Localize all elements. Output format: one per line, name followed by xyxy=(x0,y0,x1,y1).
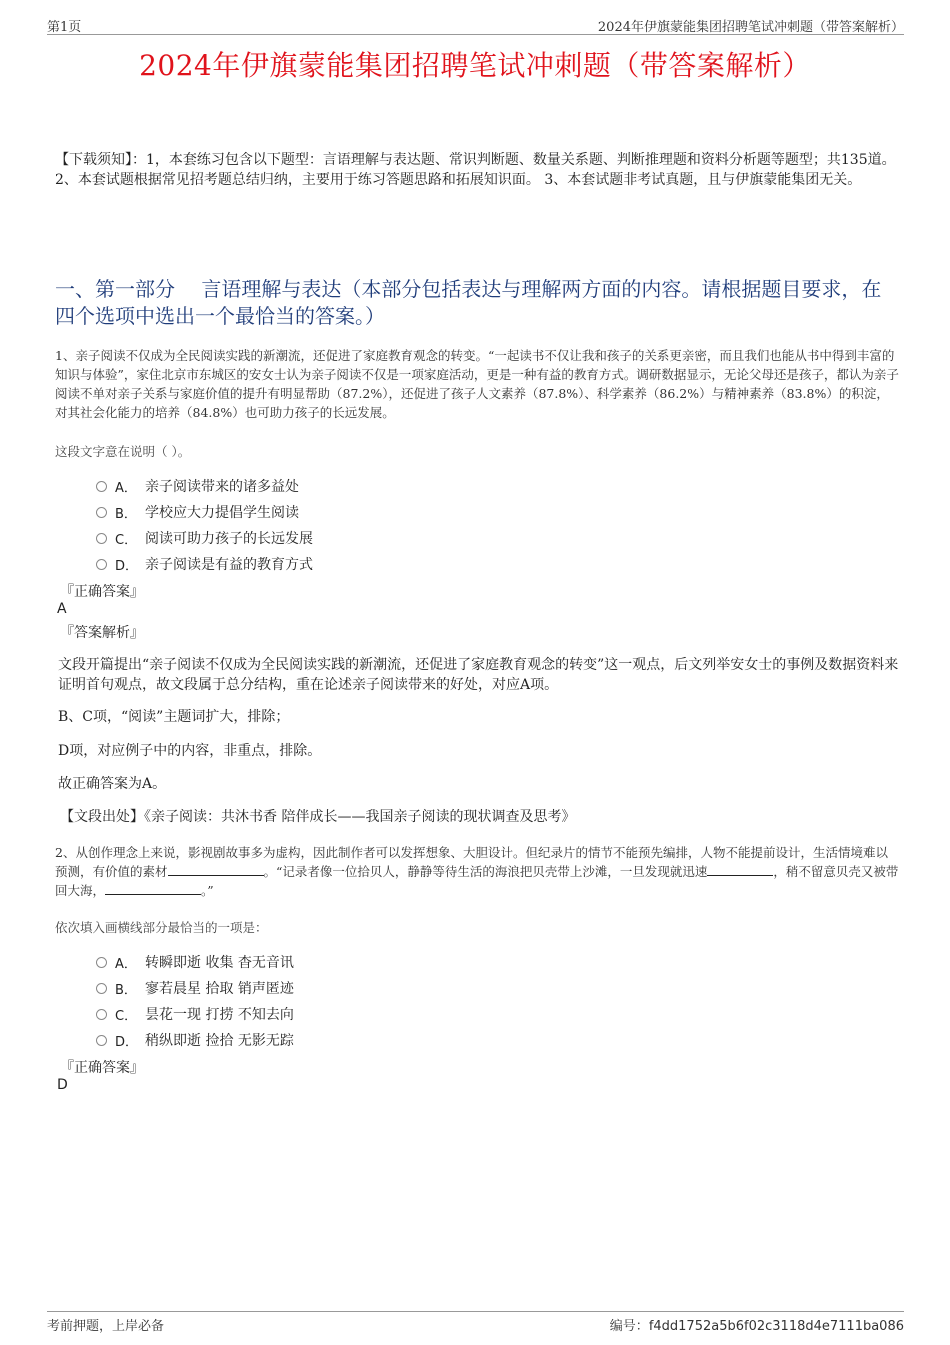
footer-code-value: f4dd1752a5b6f02c3118d4e7111ba086 xyxy=(648,1319,904,1334)
option-letter: B． xyxy=(115,982,137,998)
question-1-prompt: 这段文字意在说明（ ）。 xyxy=(55,444,191,459)
download-notice: 【下载须知】：1，本套练习包含以下题型：言语理解与表达题、常识判断题、数量关系题、判断推理题和资料分析题等题型；共135道。 2、本套试题根据常见招考题总结归纳，主要用于练习答题思路和拓展知识面。 3、本套试题非考试真题，且与伊旗蒙能集团无关。 xyxy=(55,152,896,188)
footer-slogan: 考前押题，上岸必备 xyxy=(47,1319,165,1334)
q1-answer: A xyxy=(57,601,67,617)
q2-text-part: 2、从创作理念上来说，影视剧故事多为虚构，因此制作者可以发挥想象、大胆设计。但纪录片的情节不能预先编排，人物不能提前设计，生活情境难以预测，有价值的素材 xyxy=(55,845,888,879)
option-letter: C． xyxy=(115,1008,138,1024)
footer-code xyxy=(610,1315,904,1334)
q1-option-b[interactable] xyxy=(96,502,299,522)
option-letter: D． xyxy=(115,558,139,574)
option-letter: C． xyxy=(115,532,138,548)
fill-blank-3 xyxy=(105,882,201,895)
radio-icon[interactable] xyxy=(96,957,107,968)
q1-option-c[interactable] xyxy=(96,528,313,548)
document-title: 2024年伊旗蒙能集团招聘笔试冲刺题（带答案解析） xyxy=(139,49,811,82)
q2-answer: D xyxy=(57,1077,68,1093)
q2-option-c[interactable] xyxy=(96,1004,294,1024)
option-letter: B． xyxy=(115,506,137,522)
radio-icon[interactable] xyxy=(96,507,107,518)
q1-analysis-paragraph: 故正确答案为A。 xyxy=(58,776,167,792)
fill-blank-1 xyxy=(168,863,264,876)
radio-icon[interactable] xyxy=(96,481,107,492)
page-footer xyxy=(47,1311,904,1334)
option-letter: A． xyxy=(115,956,137,972)
page-number: 第1页 xyxy=(47,20,82,35)
section-title: 一、第一部分 言语理解与表达（本部分包括表达与理解两方面的内容。请根据题目要求，在四个选项中选出一个最恰当的答案。） xyxy=(55,277,882,328)
q1-analysis-paragraph: B、C项，“阅读”主题词扩大，排除； xyxy=(58,709,290,725)
question-2-text xyxy=(55,843,900,900)
option-letter: A． xyxy=(115,480,137,496)
q2-text-part: ，稍不留意贝壳又被带回大海， xyxy=(55,864,899,898)
option-text: 阅读可助力孩子的长远发展 xyxy=(145,531,313,547)
q1-option-d[interactable] xyxy=(96,554,313,574)
header-doc-title: 2024年伊旗蒙能集团招聘笔试冲刺题（带答案解析） xyxy=(597,20,904,35)
footer-code-label: 编号： xyxy=(609,1319,649,1334)
option-text: 寥若晨星 拾取 销声匿迹 xyxy=(145,981,294,997)
question-1-text: 1、亲子阅读不仅成为全民阅读实践的新潮流，还促进了家庭教育观念的转变。“一起读书不仅让我和孩子的关系更亲密，而且我们也能从书中得到丰富的知识与体验”，家住北京市东城区的安女士认为亲子阅读不仅是一项家庭活动，更是一种有益的教育方式。调研数据显示，无论父母还是孩子，都认为亲子阅读不单对亲子关系与家庭价值的提升有明显帮助（87.2%），还促进了孩子人文素养（87.8%）、科学素养（86.2%）与精神素养（83.8%）的积淀，对其社会化能力的培养（84.8%）也可助力孩子的长远发展。 xyxy=(55,348,899,420)
fill-blank-2 xyxy=(707,863,773,876)
radio-icon[interactable] xyxy=(96,559,107,570)
q1-answer-label: 『正确答案』 xyxy=(60,584,144,600)
q1-option-a[interactable] xyxy=(96,476,299,496)
option-text: 亲子阅读是有益的教育方式 xyxy=(145,557,313,573)
radio-icon[interactable] xyxy=(96,983,107,994)
q2-text-part: 。“记录者像一位拾贝人，静静等待生活的海浪把贝壳带上沙滩，一旦发现就迅速 xyxy=(263,864,708,879)
option-text: 学校应大力提倡学生阅读 xyxy=(145,505,299,521)
page-header xyxy=(47,14,904,35)
option-text: 昙花一现 打捞 不知去向 xyxy=(145,1007,294,1023)
q2-answer-label: 『正确答案』 xyxy=(60,1060,144,1076)
radio-icon[interactable] xyxy=(96,533,107,544)
q1-analysis-paragraph: D项，对应例子中的内容，非重点，排除。 xyxy=(58,743,322,759)
option-text: 转瞬即逝 收集 杳无音讯 xyxy=(145,955,294,971)
q2-text-part: 。” xyxy=(201,883,214,898)
q2-option-a[interactable] xyxy=(96,952,294,972)
q1-analysis-paragraph: 文段开篇提出“亲子阅读不仅成为全民阅读实践的新潮流，还促进了家庭教育观念的转变”这一观点，后文列举安女士的事例及数据资料来证明首句观点，故文段属于总分结构，重在论述亲子阅读带来的好处，对应A项。 xyxy=(58,657,899,693)
q1-source: 【文段出处】《亲子阅读：共沐书香 陪伴成长——我国亲子阅读的现状调查及思考》 xyxy=(60,809,576,825)
question-2-prompt: 依次填入画横线部分最恰当的一项是： xyxy=(55,920,268,935)
radio-icon[interactable] xyxy=(96,1035,107,1046)
option-letter: D． xyxy=(115,1034,139,1050)
radio-icon[interactable] xyxy=(96,1009,107,1020)
q1-analysis-label: 『答案解析』 xyxy=(60,625,144,641)
option-text: 稍纵即逝 捡拾 无影无踪 xyxy=(145,1033,294,1049)
q2-option-d[interactable] xyxy=(96,1030,294,1050)
option-text: 亲子阅读带来的诸多益处 xyxy=(145,479,299,495)
q2-option-b[interactable] xyxy=(96,978,294,998)
